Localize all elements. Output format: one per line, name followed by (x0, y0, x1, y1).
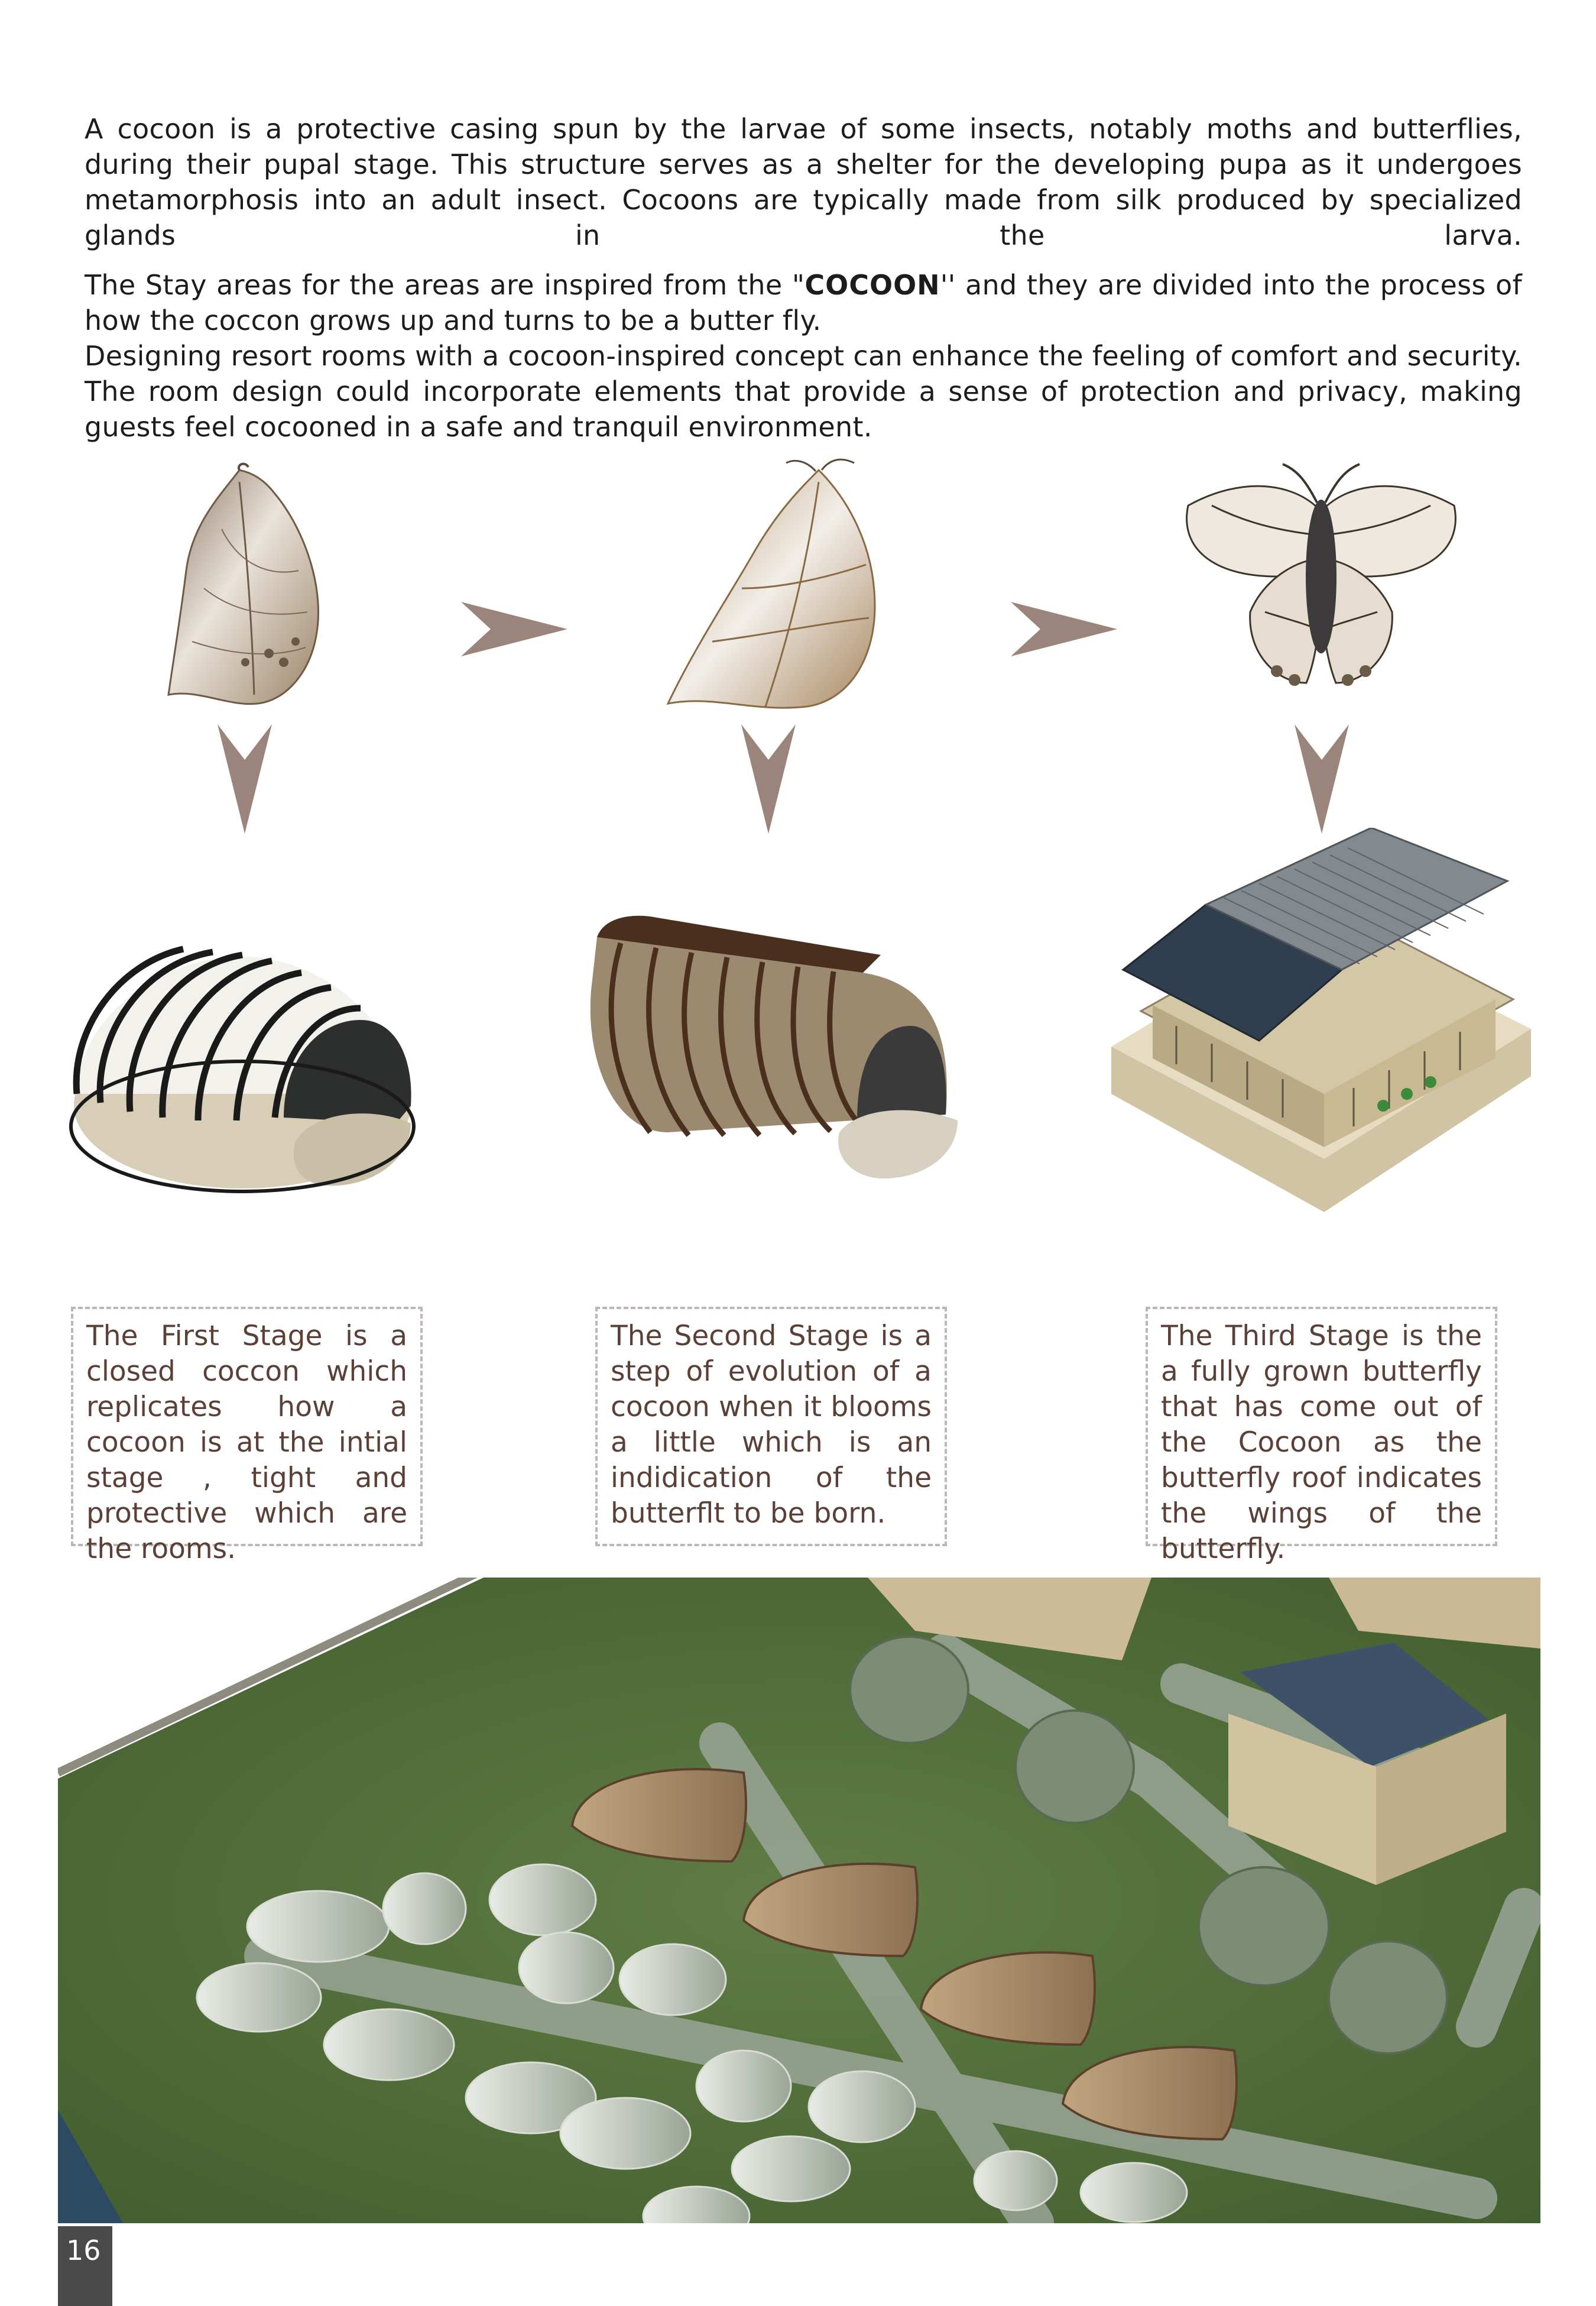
arrow-down-icon (741, 724, 796, 834)
intro-paragraph-2 (85, 267, 1522, 445)
butterfly-roof-villa-render (1105, 828, 1531, 1218)
stage-1-caption-text: The First Stage is a closed coccon which replicates how a cocoon is at the intial stage , tight and protective which are the rooms. (86, 1320, 407, 1565)
stage-3-caption (1146, 1307, 1497, 1565)
arrow-down-icon (1295, 724, 1349, 834)
page-number: 16 (66, 2234, 101, 2266)
stage-2-caption (595, 1307, 947, 1546)
closed-cocoon-room-render (65, 893, 420, 1200)
intro-paragraph-1: A cocoon is a protective casing spun by the larvae of some insects, notably moths and butterflies, during their pupal stage. This structure serves as a shelter for the developing pupa as it undergoes metamorphosis into an adult insect. Cocoons are typically made from silk produced by specialized glands in the larva. (85, 113, 1522, 251)
arrow-down-icon (218, 724, 272, 834)
butterfly-image (1176, 458, 1466, 724)
stage-1-caption (71, 1307, 423, 1565)
stay-areas-text: The Stay areas for the areas are inspired from the "COCOON'' and they are divided into the process of how the coccon grows up and turns to be a butter fly. (85, 269, 1522, 336)
arrow-right-icon (461, 602, 567, 656)
cocoon-highlight: COCOON (805, 269, 940, 301)
design-concept-text: Designing resort rooms with a cocoon-inspired concept can enhance the feeling of comfort and security. The room design could incorporate elements that provide a sense of protection and privacy, making guests feel cocooned in a safe and tranquil environment. (85, 340, 1522, 443)
closed-cocoon-image (151, 458, 334, 724)
blooming-cocoon-room-render (579, 884, 958, 1191)
arrow-right-icon (1011, 602, 1117, 656)
stage-2-caption-text: The Second Stage is a step of evolution of a cocoon when it blooms a little which is an indidication of the butterflt to be born. (611, 1320, 932, 1530)
blooming-cocoon-image (659, 458, 887, 724)
page-number-tab (58, 2226, 112, 2306)
stage-3-caption-text: The Third Stage is the a fully grown butterfly that has come out of the Cocoon as the butterfly roof indicates the wings of the butterfly. (1161, 1320, 1482, 1565)
resort-site-illustration (58, 1578, 1540, 2223)
resort-site-render (58, 1578, 1540, 2223)
